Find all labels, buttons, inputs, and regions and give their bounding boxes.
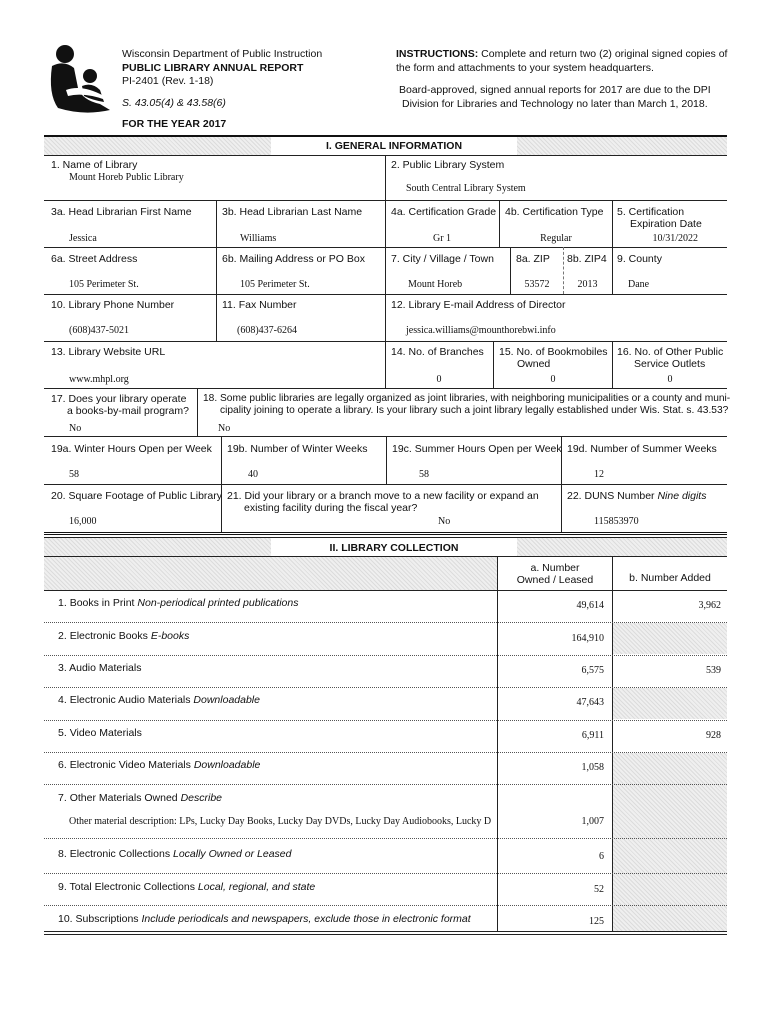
dept-name: Wisconsin Department of Public Instruction: [122, 48, 323, 60]
summer-weeks-label: 19d. Number of Summer Weeks: [567, 443, 717, 455]
joint-library-value[interactable]: No: [218, 423, 231, 434]
row-8-label: 8. Electronic Collections Locally Owned or Leased: [58, 848, 292, 860]
row-10-owned[interactable]: 125: [589, 916, 604, 927]
street-value[interactable]: 105 Perimeter St.: [69, 279, 139, 290]
summer-hours-label: 19c. Summer Hours Open per Week: [392, 443, 562, 455]
joint-library-label: 18. Some public libraries are legally organized as joint libraries, with neighboring municipalities or a county and muni- cipality joining to operate a library. Is your library such a joint library legally established under Wis. Stat. s. 43.53?: [203, 393, 731, 416]
outlets-label: 16. No. of Other Public Service Outlets: [617, 346, 724, 370]
city-label: 7. City / Village / Town: [391, 253, 494, 265]
email-value[interactable]: jessica.williams@mounthorebwi.info: [406, 325, 556, 336]
other-material-description[interactable]: Other material description: LPs, Lucky Day Books, Lucky Day DVDs, Lucky Day Audiobooks, Lucky D: [69, 816, 492, 827]
winter-weeks-value[interactable]: 40: [248, 469, 258, 480]
row-5-owned[interactable]: 6,911: [581, 730, 604, 741]
outlets-value[interactable]: 0: [667, 374, 673, 385]
row-3-label: 3. Audio Materials: [58, 662, 142, 674]
county-label: 9. County: [617, 253, 662, 265]
row-8-owned[interactable]: 6: [599, 851, 604, 862]
row-10-label: 10. Subscriptions Include periodicals and newspapers, exclude those in electronic format: [58, 913, 471, 925]
section2-title: II. LIBRARY COLLECTION: [329, 542, 459, 554]
branches-label: 14. No. of Branches: [391, 346, 484, 358]
zip4-label: 8b. ZIP4: [567, 253, 607, 265]
dpi-logo: [44, 44, 118, 116]
fax-value[interactable]: (608)437-6264: [237, 325, 297, 336]
head-last-name-value[interactable]: Williams: [240, 233, 277, 244]
row-1-owned[interactable]: 49,614: [576, 600, 604, 611]
facility-move-value[interactable]: No: [438, 516, 451, 527]
name-of-library-label: 1. Name of Library: [51, 159, 138, 171]
website-value[interactable]: www.mhpl.org: [69, 374, 129, 385]
head-first-name-label: 3a. Head Librarian First Name: [51, 206, 192, 218]
row-4-label: 4. Electronic Audio Materials Downloadable: [58, 694, 260, 706]
report-title: PUBLIC LIBRARY ANNUAL REPORT: [122, 62, 304, 74]
report-year: FOR THE YEAR 2017: [122, 118, 227, 130]
zip4-value[interactable]: 2013: [577, 279, 598, 290]
col-b-header: b. Number Added: [629, 572, 711, 584]
library-system-value[interactable]: South Central Library System: [406, 183, 526, 194]
facility-move-label: 21. Did your library or a branch move to a new facility or expand an existing facility during the fiscal year?: [227, 490, 539, 514]
winter-weeks-label: 19b. Number of Winter Weeks: [227, 443, 368, 455]
instructions: INSTRUCTIONS: Complete and return two (2) original signed copies of: [396, 48, 728, 60]
head-last-name-label: 3b. Head Librarian Last Name: [222, 206, 363, 218]
cert-exp-value[interactable]: 10/31/2022: [652, 233, 698, 244]
row-4-owned[interactable]: 47,643: [576, 697, 604, 708]
duns-value[interactable]: 115853970: [594, 516, 639, 527]
zip-value[interactable]: 53572: [524, 279, 550, 290]
statute: S. 43.05(4) & 43.58(6): [122, 97, 226, 109]
phone-label: 10. Library Phone Number: [51, 299, 175, 311]
row-9-label: 9. Total Electronic Collections Local, regional, and state: [58, 881, 316, 893]
row-1-added[interactable]: 3,962: [698, 600, 721, 611]
square-footage-label: 20. Square Footage of Public Library: [51, 490, 223, 502]
city-value[interactable]: Mount Horeb: [408, 279, 463, 290]
row-3-owned[interactable]: 6,575: [581, 665, 604, 676]
mailing-value[interactable]: 105 Perimeter St.: [240, 279, 310, 290]
books-by-mail-value[interactable]: No: [69, 423, 82, 434]
cert-type-label: 4b. Certification Type: [505, 206, 604, 218]
instructions-line2: the form and attachments to your system headquarters.: [396, 62, 654, 74]
zip-label: 8a. ZIP: [516, 253, 550, 265]
square-footage-value[interactable]: 16,000: [69, 516, 97, 527]
row-9-owned[interactable]: 52: [594, 884, 604, 895]
cert-exp-label: 5. Certification Expiration Date: [617, 206, 702, 230]
row-2-label: 2. Electronic Books E-books: [58, 630, 190, 642]
board-line1: Board-approved, signed annual reports for 2017 are due to the DPI: [399, 84, 711, 96]
row-7-label: 7. Other Materials Owned Describe: [58, 792, 223, 804]
row-6-label: 6. Electronic Video Materials Downloadable: [58, 759, 261, 771]
library-system-label: 2. Public Library System: [391, 159, 505, 171]
street-label: 6a. Street Address: [51, 253, 138, 265]
fax-label: 11. Fax Number: [222, 299, 297, 311]
cert-type-value[interactable]: Regular: [540, 233, 572, 244]
row-1-label: 1. Books in Print Non-periodical printed publications: [58, 597, 299, 609]
board-line2: Division for Libraries and Technology no later than March 1, 2018.: [402, 98, 708, 110]
winter-hours-value[interactable]: 58: [69, 469, 79, 480]
summer-weeks-value[interactable]: 12: [594, 469, 604, 480]
row-7-owned[interactable]: 1,007: [581, 816, 604, 827]
summer-hours-value[interactable]: 58: [419, 469, 429, 480]
books-by-mail-label: 17. Does your library operate a books-by-mail program?: [51, 393, 189, 417]
duns-label: 22. DUNS Number Nine digits: [567, 490, 707, 502]
row-6-owned[interactable]: 1,058: [581, 762, 604, 773]
form-number: PI-2401 (Rev. 1-18): [122, 75, 214, 87]
cert-grade-value[interactable]: Gr 1: [432, 233, 452, 244]
winter-hours-label: 19a. Winter Hours Open per Week: [51, 443, 212, 455]
mailing-label: 6b. Mailing Address or PO Box: [222, 253, 365, 265]
bookmobiles-label: 15. No. of Bookmobiles Owned: [499, 346, 608, 370]
branches-value[interactable]: 0: [436, 374, 442, 385]
cert-grade-label: 4a. Certification Grade: [391, 206, 497, 218]
website-label: 13. Library Website URL: [51, 346, 166, 358]
col-a-header: a. Number Owned / Leased: [516, 562, 594, 586]
row-3-added[interactable]: 539: [706, 665, 721, 676]
email-label: 12. Library E-mail Address of Director: [391, 299, 566, 311]
section1-title: I. GENERAL INFORMATION: [325, 140, 463, 152]
phone-value[interactable]: (608)437-5021: [69, 325, 129, 336]
head-first-name-value[interactable]: Jessica: [69, 233, 97, 244]
county-value[interactable]: Dane: [628, 279, 650, 290]
bookmobiles-value[interactable]: 0: [550, 374, 556, 385]
row-5-label: 5. Video Materials: [58, 727, 142, 739]
row-5-added[interactable]: 928: [706, 730, 721, 741]
name-of-library-value[interactable]: Mount Horeb Public Library: [69, 172, 184, 183]
row-2-owned[interactable]: 164,910: [571, 633, 604, 644]
